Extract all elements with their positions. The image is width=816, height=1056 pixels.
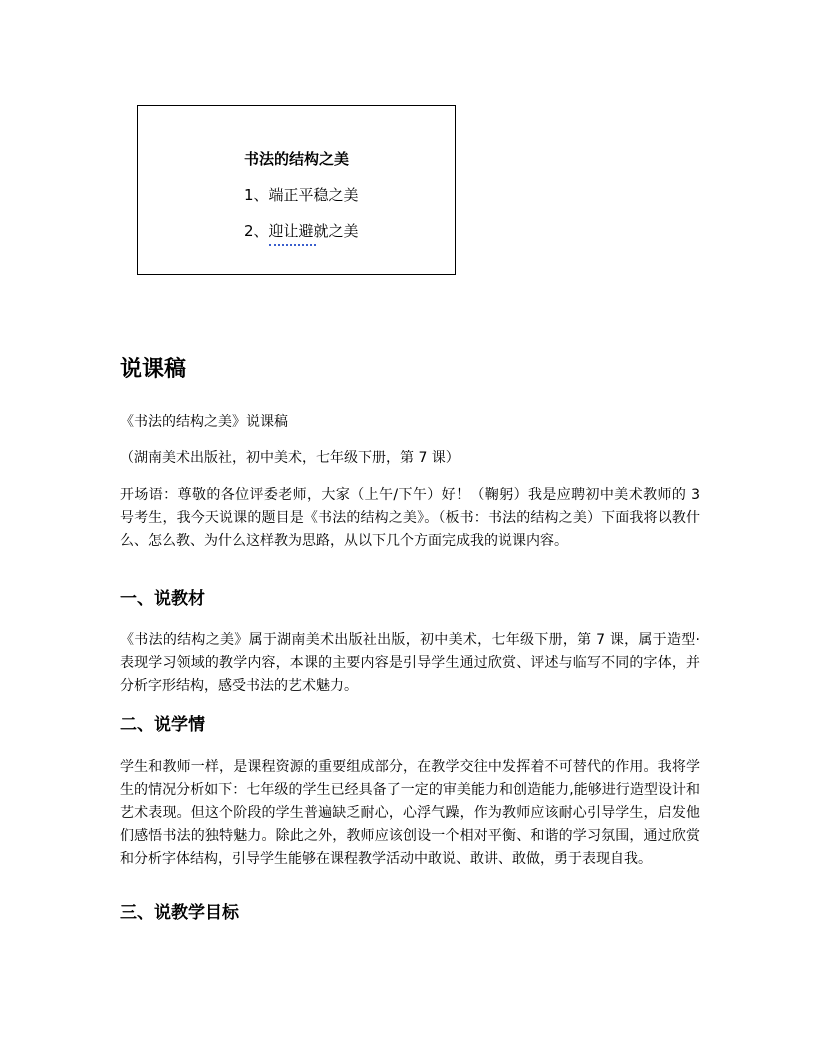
spellcheck-underline — [269, 240, 316, 246]
board-item-1: 1、端正平稳之美 — [244, 186, 359, 204]
section-body-textbook: 《书法的结构之美》属于湖南美术出版社出版，初中美术，七年级下册，第 7 课，属于造型·表现学习领域的教学内容，本课的主要内容是引导学生通过欣赏、评述与临写不同的字体，并分析字形结构，感受书法的艺术魅力。 — [120, 632, 700, 694]
board-title: 书法的结构之美 — [244, 150, 350, 168]
blackboard-design-box — [137, 105, 456, 275]
document-title: 说课稿 — [120, 357, 187, 382]
opening-paragraph: 开场语：尊敬的各位评委老师，大家（上午/下午）好！（鞠躬）我是应聘初中美术教师的 3 号考生，我今天说课的题目是《书法的结构之美》。（板书：书法的结构之美）下面我将以教什么、怎么教、为什么这样教为思路，从以下几个方面完成我的说课内容。 — [120, 487, 700, 549]
section-heading-textbook: 一、说教材 — [120, 589, 205, 609]
section-heading-objectives: 三、说教学目标 — [120, 903, 239, 923]
board-item-2: 2、迎让避就之美 — [244, 222, 359, 240]
section-heading-students: 二、说学情 — [120, 715, 205, 735]
section-body-students: 学生和教师一样，是课程资源的重要组成部分，在教学交往中发挥着不可替代的作用。我将学生的情况分析如下：七年级的学生已经具备了一定的审美能力和创造能力,能够进行造型设计和艺术表现。但这个阶段的学生普遍缺乏耐心，心浮气躁，作为教师应该耐心引导学生，启发他们感悟书法的独特魅力。除此之外，教师应该创设一个相对平衡、和谐的学习氛围，通过欣赏和分析字体结构，引导学生能够在课程教学活动中敢说、敢讲、敢做，勇于表现自我。 — [120, 759, 700, 867]
lesson-subtitle: 《书法的结构之美》说课稿 — [120, 414, 288, 430]
publisher-line: （湖南美术出版社，初中美术，七年级下册，第 7 课） — [120, 450, 460, 466]
